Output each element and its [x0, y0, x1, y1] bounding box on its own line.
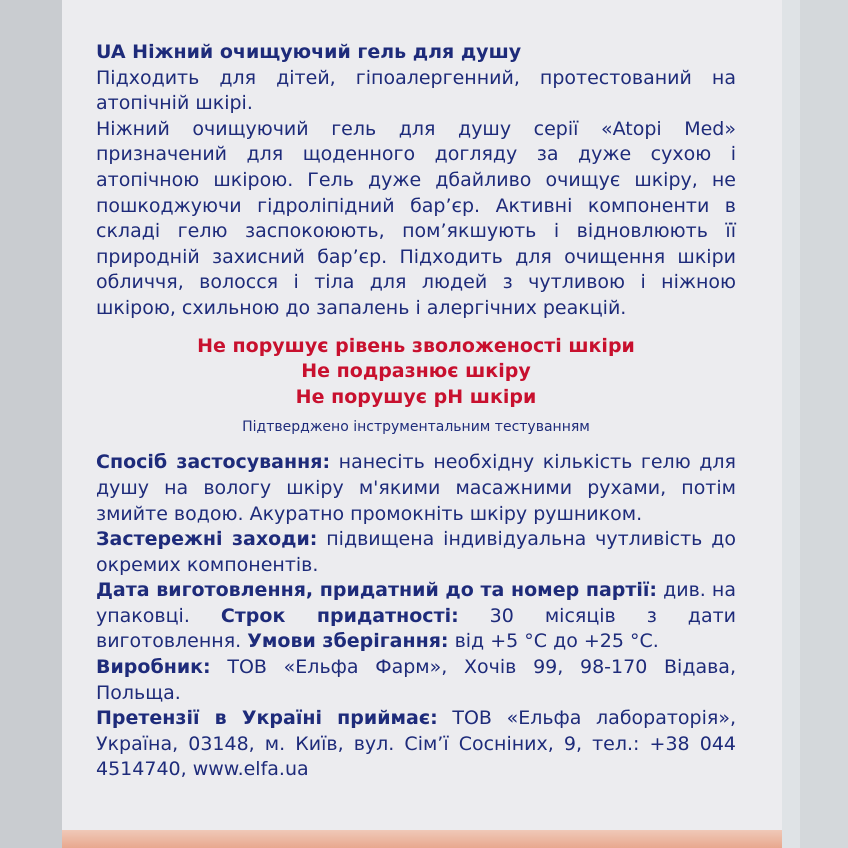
left-edge [0, 0, 62, 848]
precautions-label: Застережні заходи: [96, 528, 318, 551]
manufacture-label: Дата виготовлення, придатний до та номер партії: [96, 579, 658, 602]
claim-3: Не порушує рН шкіри [295, 385, 537, 408]
usage-section [96, 450, 736, 527]
right-edge [800, 0, 848, 848]
claim-2: Не подразнює шкіру [301, 360, 531, 383]
label-text [96, 40, 736, 783]
claims-contact-section [96, 706, 736, 783]
confirmed-note: Підтверджено інструментальним тестуванням [242, 419, 590, 436]
claims-contact-text: ТОВ «Ельфа лабораторія», Україна, 03148, м. Київ, вул. Сім’ї Сосніних, 9, тел.: +38 044 4514740, www.elfa.ua [96, 707, 736, 781]
storage-text: від +5 °С до +25 °С. [448, 630, 659, 653]
manufacture-section [96, 578, 736, 655]
product-title: UA Ніжний очищуючий гель для душу [96, 41, 522, 63]
producer-section [96, 655, 736, 706]
shelf-text: 30 місяців з дати виготовлення. [96, 604, 737, 653]
usage-label: Спосіб застосування: [96, 451, 331, 474]
shelf-label: Строк придатності: [220, 604, 459, 627]
usage-text: нанесіть необхідну кількість гелю для душу на вологу шкіру м'якими масажними рухами, потім змийте водою. Акуратно промокніть шкіру рушником. [96, 451, 736, 525]
producer-text: ТОВ «Ельфа Фарм», Хочів 99, 98-170 Відава, Польща. [96, 656, 736, 704]
precautions-text: підвищена індивідуальна чутливість до окремих компонентів. [96, 528, 736, 576]
precautions-section [96, 527, 736, 578]
storage-label: Умови зберігання: [247, 630, 449, 653]
claim-1: Не порушує рівень зволоженості шкіри [197, 334, 635, 357]
manufacture-text: див. на упаковці. [96, 579, 736, 627]
producer-label: Виробник: [96, 656, 211, 679]
description-text: Ніжний очищуючий гель для душу серії «Atopi Med» призначений для щоденного догляду за дуже сухою і атопічною шкірою. Гель дуже дбайливо очищує шкіру, не пошкоджуючи гідроліпідний бар’єр. Активні компоненти в складі гелю заспокоюють, пом’якшують і відновлюють її природній захисний бар’єр. Підходить для очищення шкіри обличчя, волосся і тіла для людей з чутливою і ніжною шкірою, схильною до запалень і алергічних реакцій. [96, 117, 736, 319]
intro-text: Підходить для дітей, гіпоалергенний, протестований на атопічній шкірі. [96, 66, 736, 115]
claims-contact-label: Претензії в Україні приймає: [96, 707, 438, 730]
bottom-color-strip [62, 830, 782, 848]
